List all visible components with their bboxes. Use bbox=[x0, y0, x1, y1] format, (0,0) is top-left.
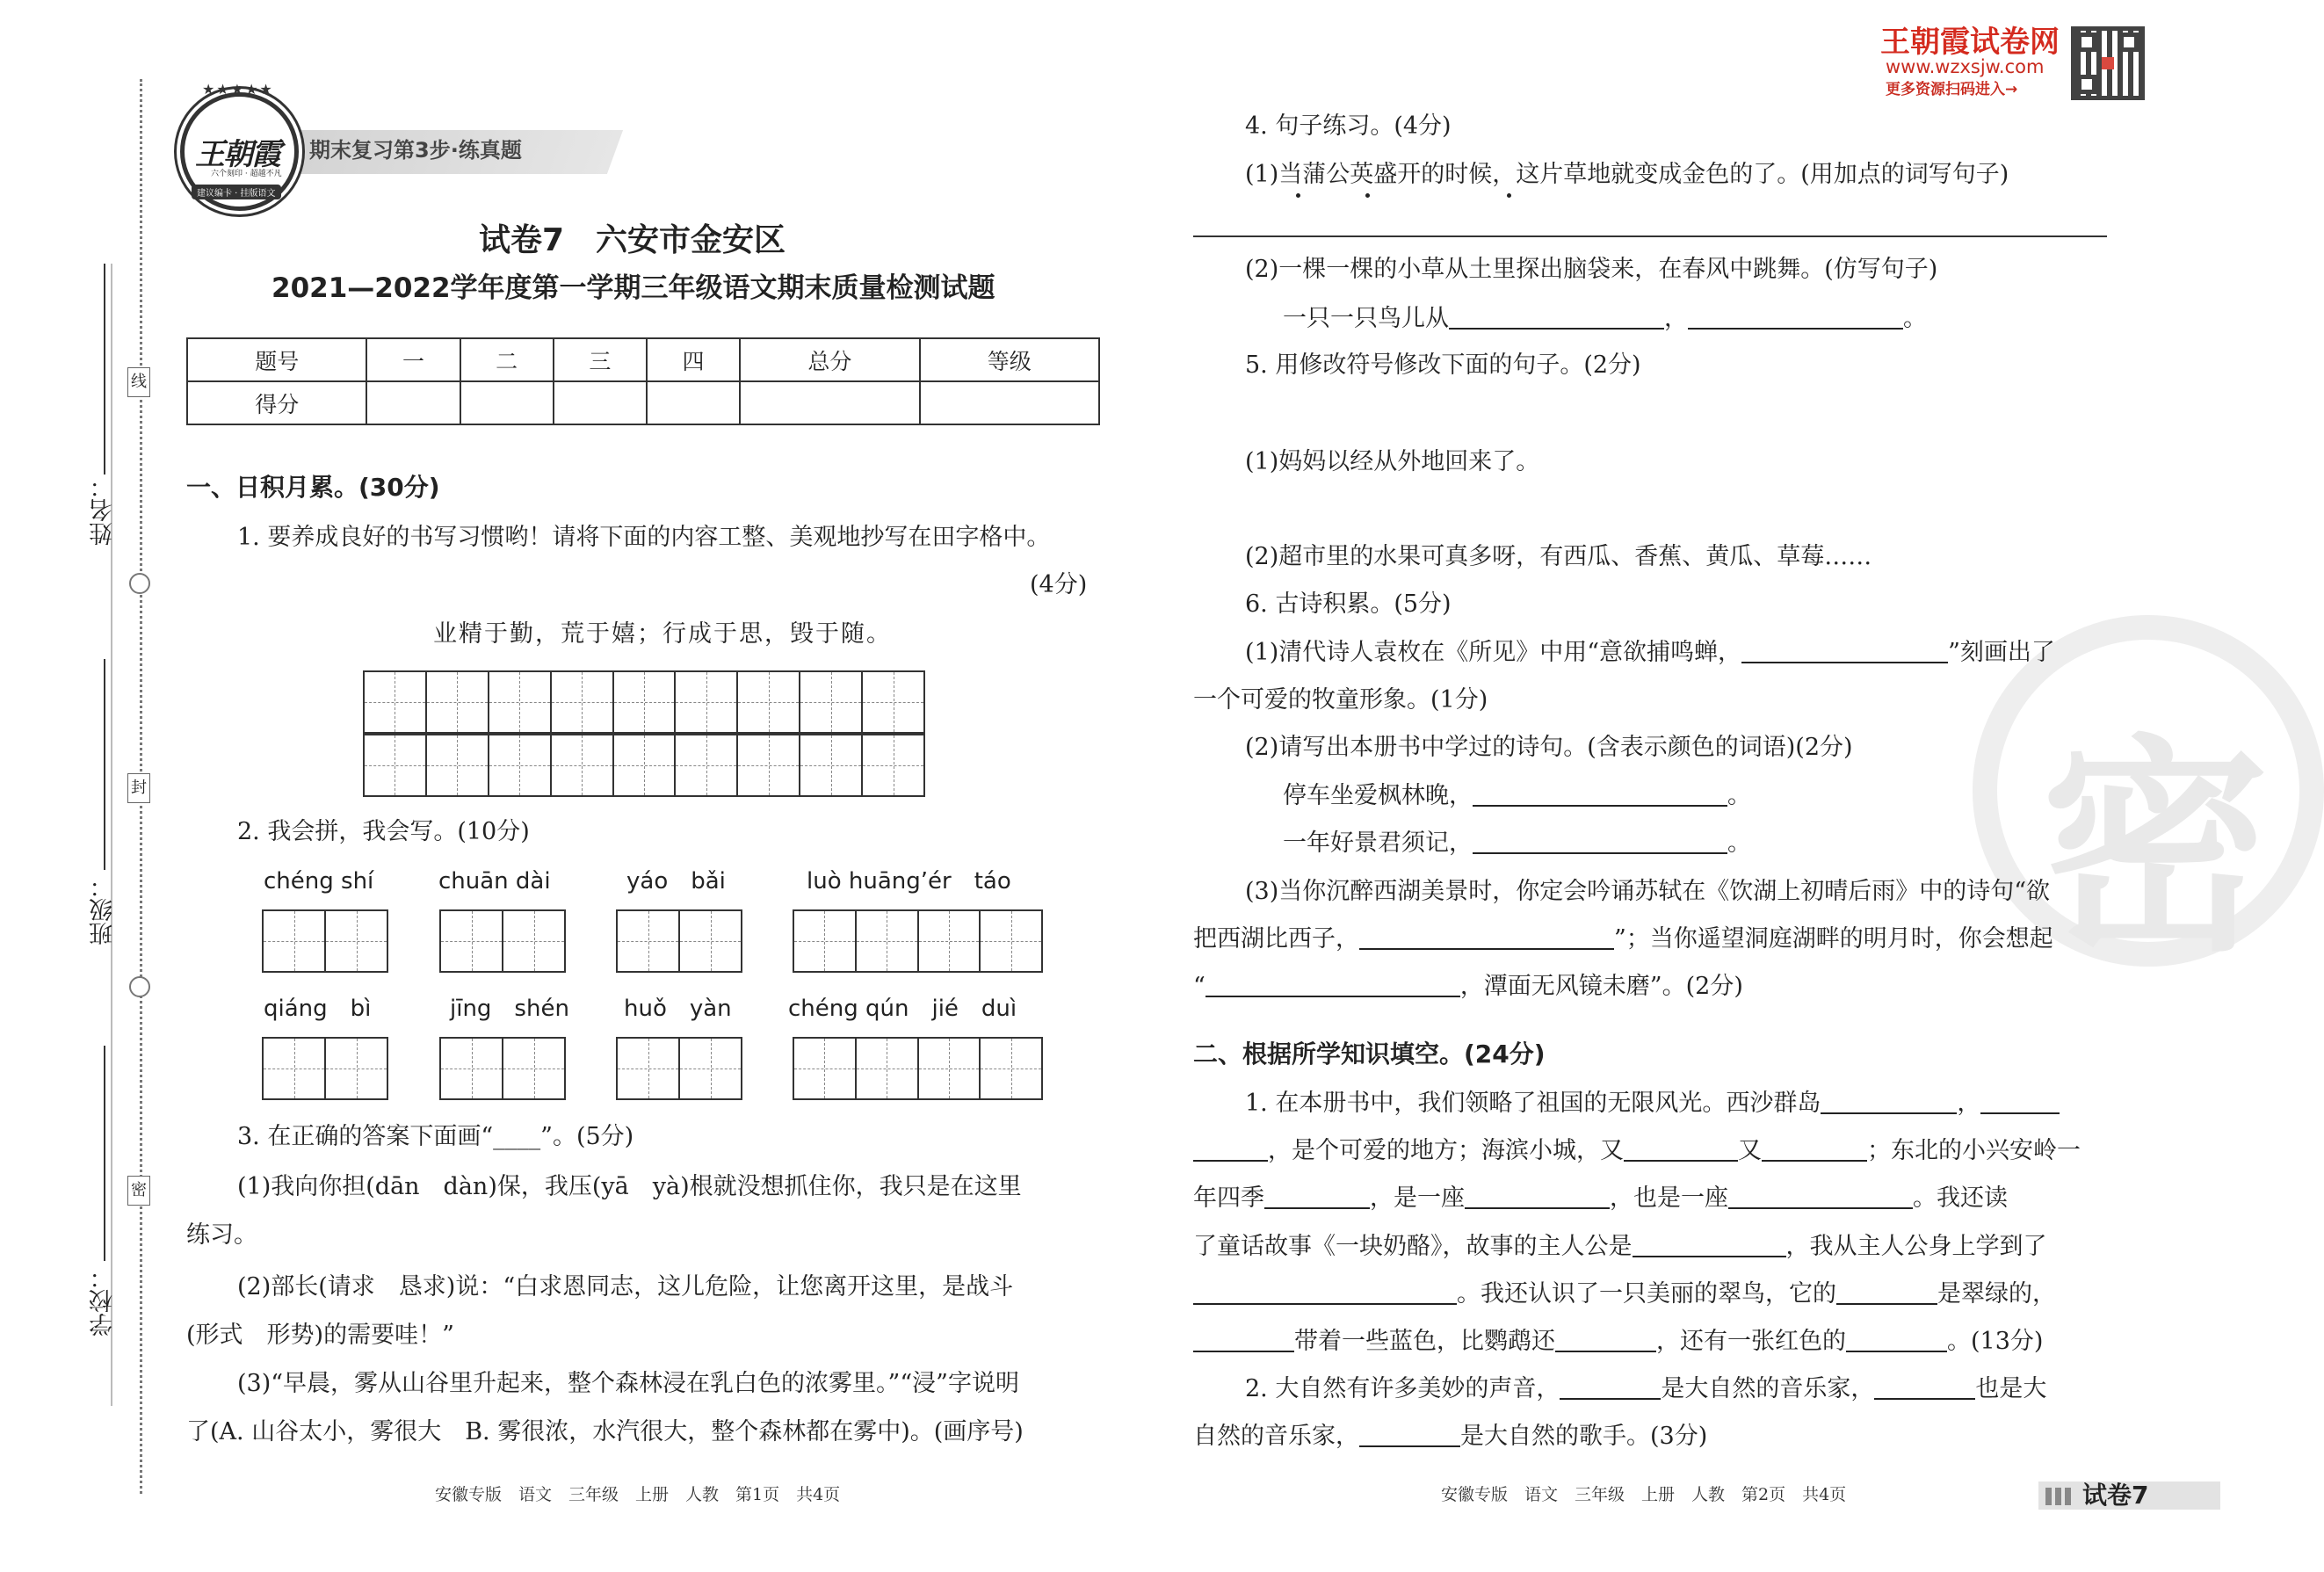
q3-3-line-b: 了(A. 山谷太小，雾很大 B. 雾很浓，水汽很大，整个森林都在雾中)。(画序号) bbox=[186, 1418, 1024, 1445]
pinyin-label: huǒ yàn bbox=[624, 996, 732, 1022]
s2-2-line-a bbox=[1245, 1375, 2046, 1403]
tianzige-cell[interactable] bbox=[738, 735, 800, 795]
score-header: 三 bbox=[554, 338, 647, 381]
score-header: 总分 bbox=[740, 338, 919, 381]
tianzige-cell[interactable] bbox=[365, 735, 427, 795]
score-cell[interactable] bbox=[460, 381, 554, 424]
score-cell[interactable] bbox=[920, 381, 1099, 424]
blank[interactable] bbox=[1205, 973, 1460, 997]
seal-character: 密 bbox=[2041, 717, 2270, 982]
tianzige-cell[interactable] bbox=[794, 911, 857, 971]
q6-2-text: (2)请写出本册书中学过的诗句。(含表示颜色的词语)(2分) bbox=[1245, 734, 1853, 761]
q4-2-prefix: 一只一只鸟儿从 bbox=[1283, 305, 1449, 332]
tianzige-cell[interactable] bbox=[503, 911, 564, 971]
tianzige-cell[interactable] bbox=[800, 735, 863, 795]
s2-1b-text1: ，是个可爱的地方；海滨小城，又 bbox=[1268, 1137, 1624, 1164]
tianzige-cell[interactable] bbox=[794, 1039, 857, 1098]
blank[interactable] bbox=[1846, 1328, 1947, 1352]
s2-1b-text3: ；东北的小兴安岭一 bbox=[1867, 1137, 2081, 1164]
brand-motto: 建议编卡 · 挂版语文 bbox=[192, 185, 281, 199]
answer-grid-2char[interactable] bbox=[262, 1037, 388, 1100]
q6-1-prefix: (1)清代诗人袁枚在《所见》中用“意欲捕鸣蝉， bbox=[1245, 639, 1742, 666]
s2-1-line-f bbox=[1193, 1328, 2043, 1356]
tianzige-cell[interactable] bbox=[618, 1039, 680, 1098]
blank[interactable] bbox=[1473, 829, 1727, 854]
class-label: 班级： bbox=[90, 874, 117, 945]
s2-1f-text1: 带着一些蓝色，比鹦鹉还 bbox=[1294, 1328, 1555, 1355]
tianzige-cell[interactable] bbox=[857, 911, 919, 971]
s2-1c-text4: 。我还读 bbox=[1913, 1184, 2008, 1212]
step-label: 期末复习第3步·练真题 bbox=[309, 138, 522, 163]
tianzige-cell[interactable] bbox=[552, 735, 614, 795]
blank[interactable] bbox=[1359, 925, 1614, 950]
class-field[interactable] bbox=[104, 659, 105, 870]
s2-2a-text3: 也是大 bbox=[1975, 1375, 2047, 1402]
paper-subtitle: 2021—2022学年度第一学期三年级语文期末质量检测试题 bbox=[271, 272, 995, 304]
q1-text: 1. 要养成良好的书写习惯哟！请将下面的内容工整、美观地抄写在田字格中。 bbox=[237, 524, 1051, 551]
q5-2-text: (2)超市里的水果可真多呀，有西瓜、香蕉、黄瓜、草莓…… bbox=[1245, 543, 1872, 570]
blank[interactable] bbox=[1193, 1328, 1294, 1352]
name-label: 姓名： bbox=[90, 474, 117, 546]
answer-grid-2char[interactable] bbox=[439, 1037, 566, 1100]
blank[interactable] bbox=[1980, 1090, 2060, 1114]
q6-3c-suffix: ，潭面无风镜未磨”。(2分) bbox=[1459, 973, 1743, 1000]
q6-1-line-a bbox=[1245, 639, 2055, 667]
s2-2-line-b bbox=[1193, 1423, 1707, 1451]
blank[interactable] bbox=[1193, 1280, 1457, 1305]
blank[interactable] bbox=[1762, 1137, 1867, 1162]
pinyin-label: yáo bǎi bbox=[626, 868, 726, 895]
q4-2-prompt: 一只一只鸟儿从 ， 。 bbox=[1283, 305, 1927, 332]
blank[interactable] bbox=[1449, 305, 1664, 330]
seal-mark-xian: 线 bbox=[127, 367, 150, 397]
score-cell[interactable] bbox=[366, 381, 460, 424]
tianzige-cell[interactable] bbox=[676, 672, 738, 732]
q1-score: (4分) bbox=[1030, 571, 1088, 598]
q3-2-line-a: (2)部长(请求 恳求)说：“白求恩同志，这儿危险，让您离开这里，是战斗 bbox=[237, 1273, 1014, 1300]
q6-3b-suffix: ”；当你遥望洞庭湖畔的明月时，你会想起 bbox=[1614, 925, 2053, 953]
tianzige-cell[interactable] bbox=[981, 1039, 1041, 1098]
s2-1a-text: 1. 在本册书中，我们领略了祖国的无限风光。西沙群岛 bbox=[1245, 1090, 1821, 1117]
q3-1-line-a: (1)我向你担(dān dàn)保，我压(yā yà)根就没想抓住你，我只是在这里 bbox=[237, 1173, 1022, 1200]
score-cell[interactable] bbox=[740, 381, 919, 424]
confidential-seal-icon bbox=[1973, 615, 2324, 982]
tianzige-cell[interactable] bbox=[441, 911, 503, 971]
q6-1-line-b: 一个可爱的牧童形象。(1分) bbox=[1193, 686, 1488, 714]
blank[interactable] bbox=[1264, 1184, 1370, 1209]
q4-2-text: (2)一棵一棵的小草从土里探出脑袋来，在春风中跳舞。(仿写句子) bbox=[1245, 256, 1938, 283]
blank[interactable] bbox=[1193, 1137, 1268, 1162]
q6-2b-prefix: 一年好景君须记， bbox=[1283, 829, 1473, 857]
paper-tag: 试卷7 bbox=[2082, 1481, 2149, 1510]
blank[interactable] bbox=[1359, 1423, 1460, 1447]
q6-3-line-c: “ ，潭面无风镜未磨”。(2分) bbox=[1193, 973, 1743, 1000]
qr-code-icon[interactable] bbox=[2071, 26, 2145, 100]
s2-1f-text3: 。(13分) bbox=[1947, 1328, 2044, 1355]
s2-2b-text1: 自然的音乐家， bbox=[1193, 1423, 1359, 1450]
q4-1-text: (1)当蒲公英盛开的时候，这片草地就变成金色的了。(用加点的词写句子) bbox=[1245, 161, 2009, 188]
dot-mark bbox=[1507, 193, 1511, 198]
pinyin-label: chuān dài bbox=[438, 868, 551, 895]
name-field[interactable] bbox=[104, 264, 105, 474]
q6-heading: 6. 古诗积累。(5分) bbox=[1245, 590, 1452, 618]
page-footer-right: 安徽专版 语文 三年级 上册 人教 第2页 共4页 bbox=[1441, 1485, 1847, 1504]
binding-hole-2 bbox=[129, 976, 150, 997]
copy-grid-row-2[interactable] bbox=[363, 734, 925, 797]
tianzige-cell[interactable] bbox=[326, 1039, 387, 1098]
s2-1f-text2: ，还有一张红色的 bbox=[1656, 1328, 1846, 1355]
score-cell[interactable] bbox=[554, 381, 647, 424]
s2-1e-text2: 是翠绿的， bbox=[1937, 1280, 2056, 1308]
blank[interactable] bbox=[1688, 305, 1903, 330]
blank[interactable] bbox=[1465, 1184, 1610, 1209]
brand-name: 王朝霞 bbox=[195, 137, 279, 172]
pinyin-label: jīng shén bbox=[450, 996, 569, 1022]
s2-1d-text2: ，我从主人公身上学到了 bbox=[1785, 1233, 2047, 1260]
tianzige-cell[interactable] bbox=[264, 911, 326, 971]
s2-1-line-d bbox=[1193, 1233, 2047, 1261]
s2-1c-text3: ，也是一座 bbox=[1610, 1184, 1728, 1212]
binding-fold-line bbox=[111, 264, 112, 1406]
q2-text: 2. 我会拼，我会写。(10分) bbox=[237, 818, 530, 845]
tianzige-cell[interactable] bbox=[552, 672, 614, 732]
s2-1d-text1: 了童话故事《一块奶酪》，故事的主人公是 bbox=[1193, 1233, 1633, 1260]
tianzige-cell[interactable] bbox=[680, 911, 741, 971]
q3-2-line-b: (形式 形势)的需要哇！” bbox=[186, 1322, 454, 1349]
tianzige-cell[interactable] bbox=[863, 735, 923, 795]
tianzige-cell[interactable] bbox=[857, 1039, 919, 1098]
binding-hole-1 bbox=[129, 573, 150, 594]
tianzige-cell[interactable] bbox=[919, 911, 981, 971]
tianzige-cell[interactable] bbox=[800, 672, 863, 732]
q1-proverb: 业精于勤，荒于嬉；行成于思，毁于随。 bbox=[433, 620, 892, 648]
score-header: 二 bbox=[460, 338, 554, 381]
pinyin-label: chéng qún jié duì bbox=[788, 996, 1017, 1022]
page-footer-left: 安徽专版 语文 三年级 上册 人教 第1页 共4页 bbox=[435, 1485, 841, 1504]
copy-grid-row-1[interactable] bbox=[363, 670, 925, 734]
q6-3-line-b bbox=[1193, 925, 2053, 953]
tianzige-cell[interactable] bbox=[680, 1039, 741, 1098]
q6-2-line-a: 停车坐爱枫林晚， 。 bbox=[1283, 782, 1751, 809]
s2-2a-text1: 2. 大自然有许多美妙的声音， bbox=[1245, 1375, 1560, 1402]
answer-grid-2char[interactable] bbox=[439, 909, 566, 973]
tianzige-cell[interactable] bbox=[427, 735, 489, 795]
q6-2-line-b: 一年好景君须记， 。 bbox=[1283, 829, 1751, 857]
blank[interactable] bbox=[1728, 1184, 1913, 1209]
paper-title: 试卷7 六安市金安区 bbox=[479, 222, 786, 258]
tianzige-cell[interactable] bbox=[326, 911, 387, 971]
tianzige-cell[interactable] bbox=[614, 672, 677, 732]
s2-1c-text2: ，是一座 bbox=[1370, 1184, 1465, 1212]
tianzige-cell[interactable] bbox=[981, 911, 1041, 971]
q6-1-suffix: ”刻画出了 bbox=[1948, 639, 2055, 666]
q3-1-line-b: 练习。 bbox=[186, 1221, 257, 1249]
site-cta: 更多资源扫码进入→ bbox=[1886, 81, 2018, 98]
answer-grid-2char[interactable] bbox=[616, 909, 742, 973]
s2-1-line-a: 1. 在本册书中，我们领略了祖国的无限风光。西沙群岛 ， bbox=[1245, 1090, 2060, 1118]
answer-grid-2char[interactable] bbox=[262, 909, 388, 973]
brand-stars: ★★★★★ bbox=[202, 81, 274, 98]
tianzige-cell[interactable] bbox=[365, 672, 427, 732]
q5-1-text: (1)妈妈以经从外地回来了。 bbox=[1245, 448, 1540, 475]
blank[interactable] bbox=[1741, 639, 1948, 663]
q6-3-line-a: (3)当你沉醉西湖美景时，你定会吟诵苏轼在《饮湖上初晴后雨》中的诗句“欲 bbox=[1245, 878, 2051, 905]
s2-1-line-b bbox=[1193, 1137, 2081, 1165]
paper-tag-squares-icon bbox=[2045, 1488, 2074, 1505]
site-name: 王朝霞试卷网 bbox=[1880, 25, 2060, 60]
tianzige-cell[interactable] bbox=[919, 1039, 981, 1098]
section-2-heading: 二、根据所学知识填空。(24分) bbox=[1193, 1040, 1546, 1069]
seal-mark-mi: 密 bbox=[127, 1176, 150, 1206]
tianzige-cell[interactable] bbox=[264, 1039, 326, 1098]
q5-heading: 5. 用修改符号修改下面的句子。(2分) bbox=[1245, 351, 1641, 379]
pinyin-label: luò huāng’ér táo bbox=[807, 868, 1011, 895]
s2-1c-text1: 年四季 bbox=[1193, 1184, 1264, 1212]
blank[interactable] bbox=[1633, 1233, 1786, 1257]
tianzige-cell[interactable] bbox=[618, 911, 680, 971]
s2-1-line-e bbox=[1193, 1280, 2056, 1308]
brand-sub: 六个刻印 · 超越不凡 bbox=[211, 170, 282, 178]
score-header: 一 bbox=[366, 338, 460, 381]
blank[interactable] bbox=[1836, 1280, 1937, 1305]
tianzige-cell[interactable] bbox=[427, 672, 489, 732]
score-header: 题号 bbox=[187, 338, 366, 381]
s2-2b-text2: 是大自然的歌手。(3分) bbox=[1460, 1423, 1708, 1450]
q6-3b-prefix: 把西湖比西子， bbox=[1193, 925, 1359, 953]
s2-1-line-c bbox=[1193, 1184, 2008, 1213]
answer-grid-4char[interactable] bbox=[793, 1037, 1043, 1100]
q3-text: 3. 在正确的答案下面画“____”。(5分) bbox=[237, 1123, 634, 1150]
section-1-heading: 一、日积月累。(30分) bbox=[186, 473, 440, 502]
tianzige-cell[interactable] bbox=[503, 1039, 564, 1098]
school-field[interactable] bbox=[104, 1046, 105, 1261]
score-header: 四 bbox=[647, 338, 740, 381]
blank[interactable] bbox=[1624, 1137, 1738, 1162]
tianzige-cell[interactable] bbox=[441, 1039, 503, 1098]
blank[interactable] bbox=[1555, 1328, 1656, 1352]
blank[interactable] bbox=[1821, 1090, 1957, 1114]
q4-1-answer-line[interactable] bbox=[1193, 235, 2107, 237]
s2-2a-text2: 是大自然的音乐家， bbox=[1661, 1375, 1875, 1402]
tianzige-cell[interactable] bbox=[676, 735, 738, 795]
school-label: 学校： bbox=[90, 1265, 117, 1337]
site-url: www.wzxsjw.com bbox=[1886, 56, 2045, 77]
answer-grid-4char[interactable] bbox=[793, 909, 1043, 973]
tianzige-cell[interactable] bbox=[489, 735, 552, 795]
s2-1b-text2: 又 bbox=[1738, 1137, 1762, 1164]
q6-2a-prefix: 停车坐爱枫林晚， bbox=[1283, 782, 1473, 809]
tianzige-cell[interactable] bbox=[489, 672, 552, 732]
dot-mark bbox=[1296, 193, 1300, 198]
answer-grid-2char[interactable] bbox=[616, 1037, 742, 1100]
score-table bbox=[186, 337, 1100, 425]
score-header: 等级 bbox=[920, 338, 1099, 381]
pinyin-label: chéng shí bbox=[264, 868, 374, 895]
blank[interactable] bbox=[1473, 782, 1727, 807]
q4-heading: 4. 句子练习。(4分) bbox=[1245, 112, 1452, 140]
score-row-label: 得分 bbox=[187, 381, 366, 424]
q3-3-line-a: (3)“早晨，雾从山谷里升起来，整个森林浸在乳白色的浓雾里。”“浸”字说明 bbox=[237, 1370, 1019, 1397]
tianzige-cell[interactable] bbox=[863, 672, 923, 732]
blank[interactable] bbox=[1874, 1375, 1975, 1400]
pinyin-label: qiáng bì bbox=[264, 996, 372, 1022]
dot-mark bbox=[1365, 193, 1370, 198]
tianzige-cell[interactable] bbox=[738, 672, 800, 732]
score-cell[interactable] bbox=[647, 381, 740, 424]
brand-logo bbox=[180, 81, 299, 211]
blank[interactable] bbox=[1560, 1375, 1661, 1400]
s2-1e-text1: 。我还认识了一只美丽的翠鸟，它的 bbox=[1457, 1280, 1836, 1308]
seal-mark-feng: 封 bbox=[127, 773, 150, 803]
tianzige-cell[interactable] bbox=[614, 735, 677, 795]
